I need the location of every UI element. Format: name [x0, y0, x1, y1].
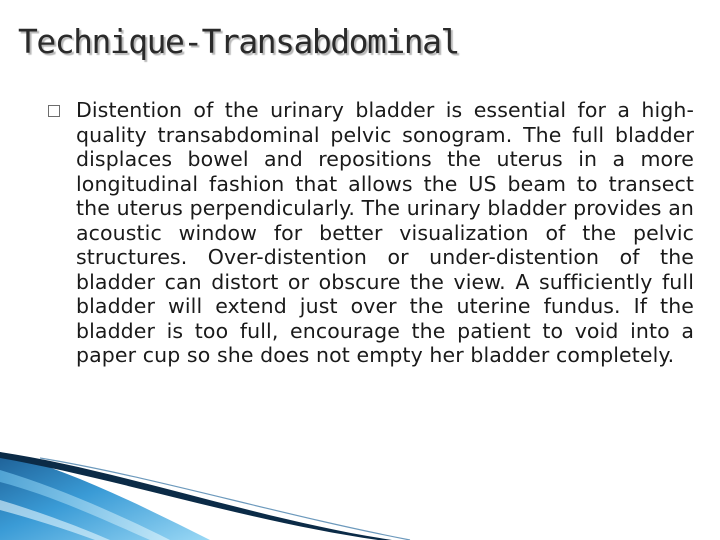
thin-sweep-line — [40, 458, 410, 540]
dark-sweep-line — [0, 452, 392, 540]
light-streak-shape — [0, 470, 170, 540]
slide-title: Technique-Transabdominal — [18, 22, 459, 61]
bullet-item — [48, 98, 694, 368]
checkbox-bullet-icon — [48, 105, 60, 117]
blue-swoosh-shape — [0, 452, 210, 540]
bullet-text: Distention of the urinary bladder is essential for a high-quality transabdominal pelvic sonogram. The full bladder displaces bowel and repositions the uterus in a more longitudinal fashion that allows the US beam to transect the uterus perpendicularly. The urinary bladder provides an acoustic window for better visualization of the pelvic structures. Over-distention or under-distention of the bladder can distort or obscure the view. A sufficiently full bladder will extend just over the uterine fundus. If the bladder is too full, encourage the patient to void into a paper cup so she does not empty her bladder completely. — [76, 98, 694, 367]
light-streak-shape-2 — [0, 500, 110, 540]
